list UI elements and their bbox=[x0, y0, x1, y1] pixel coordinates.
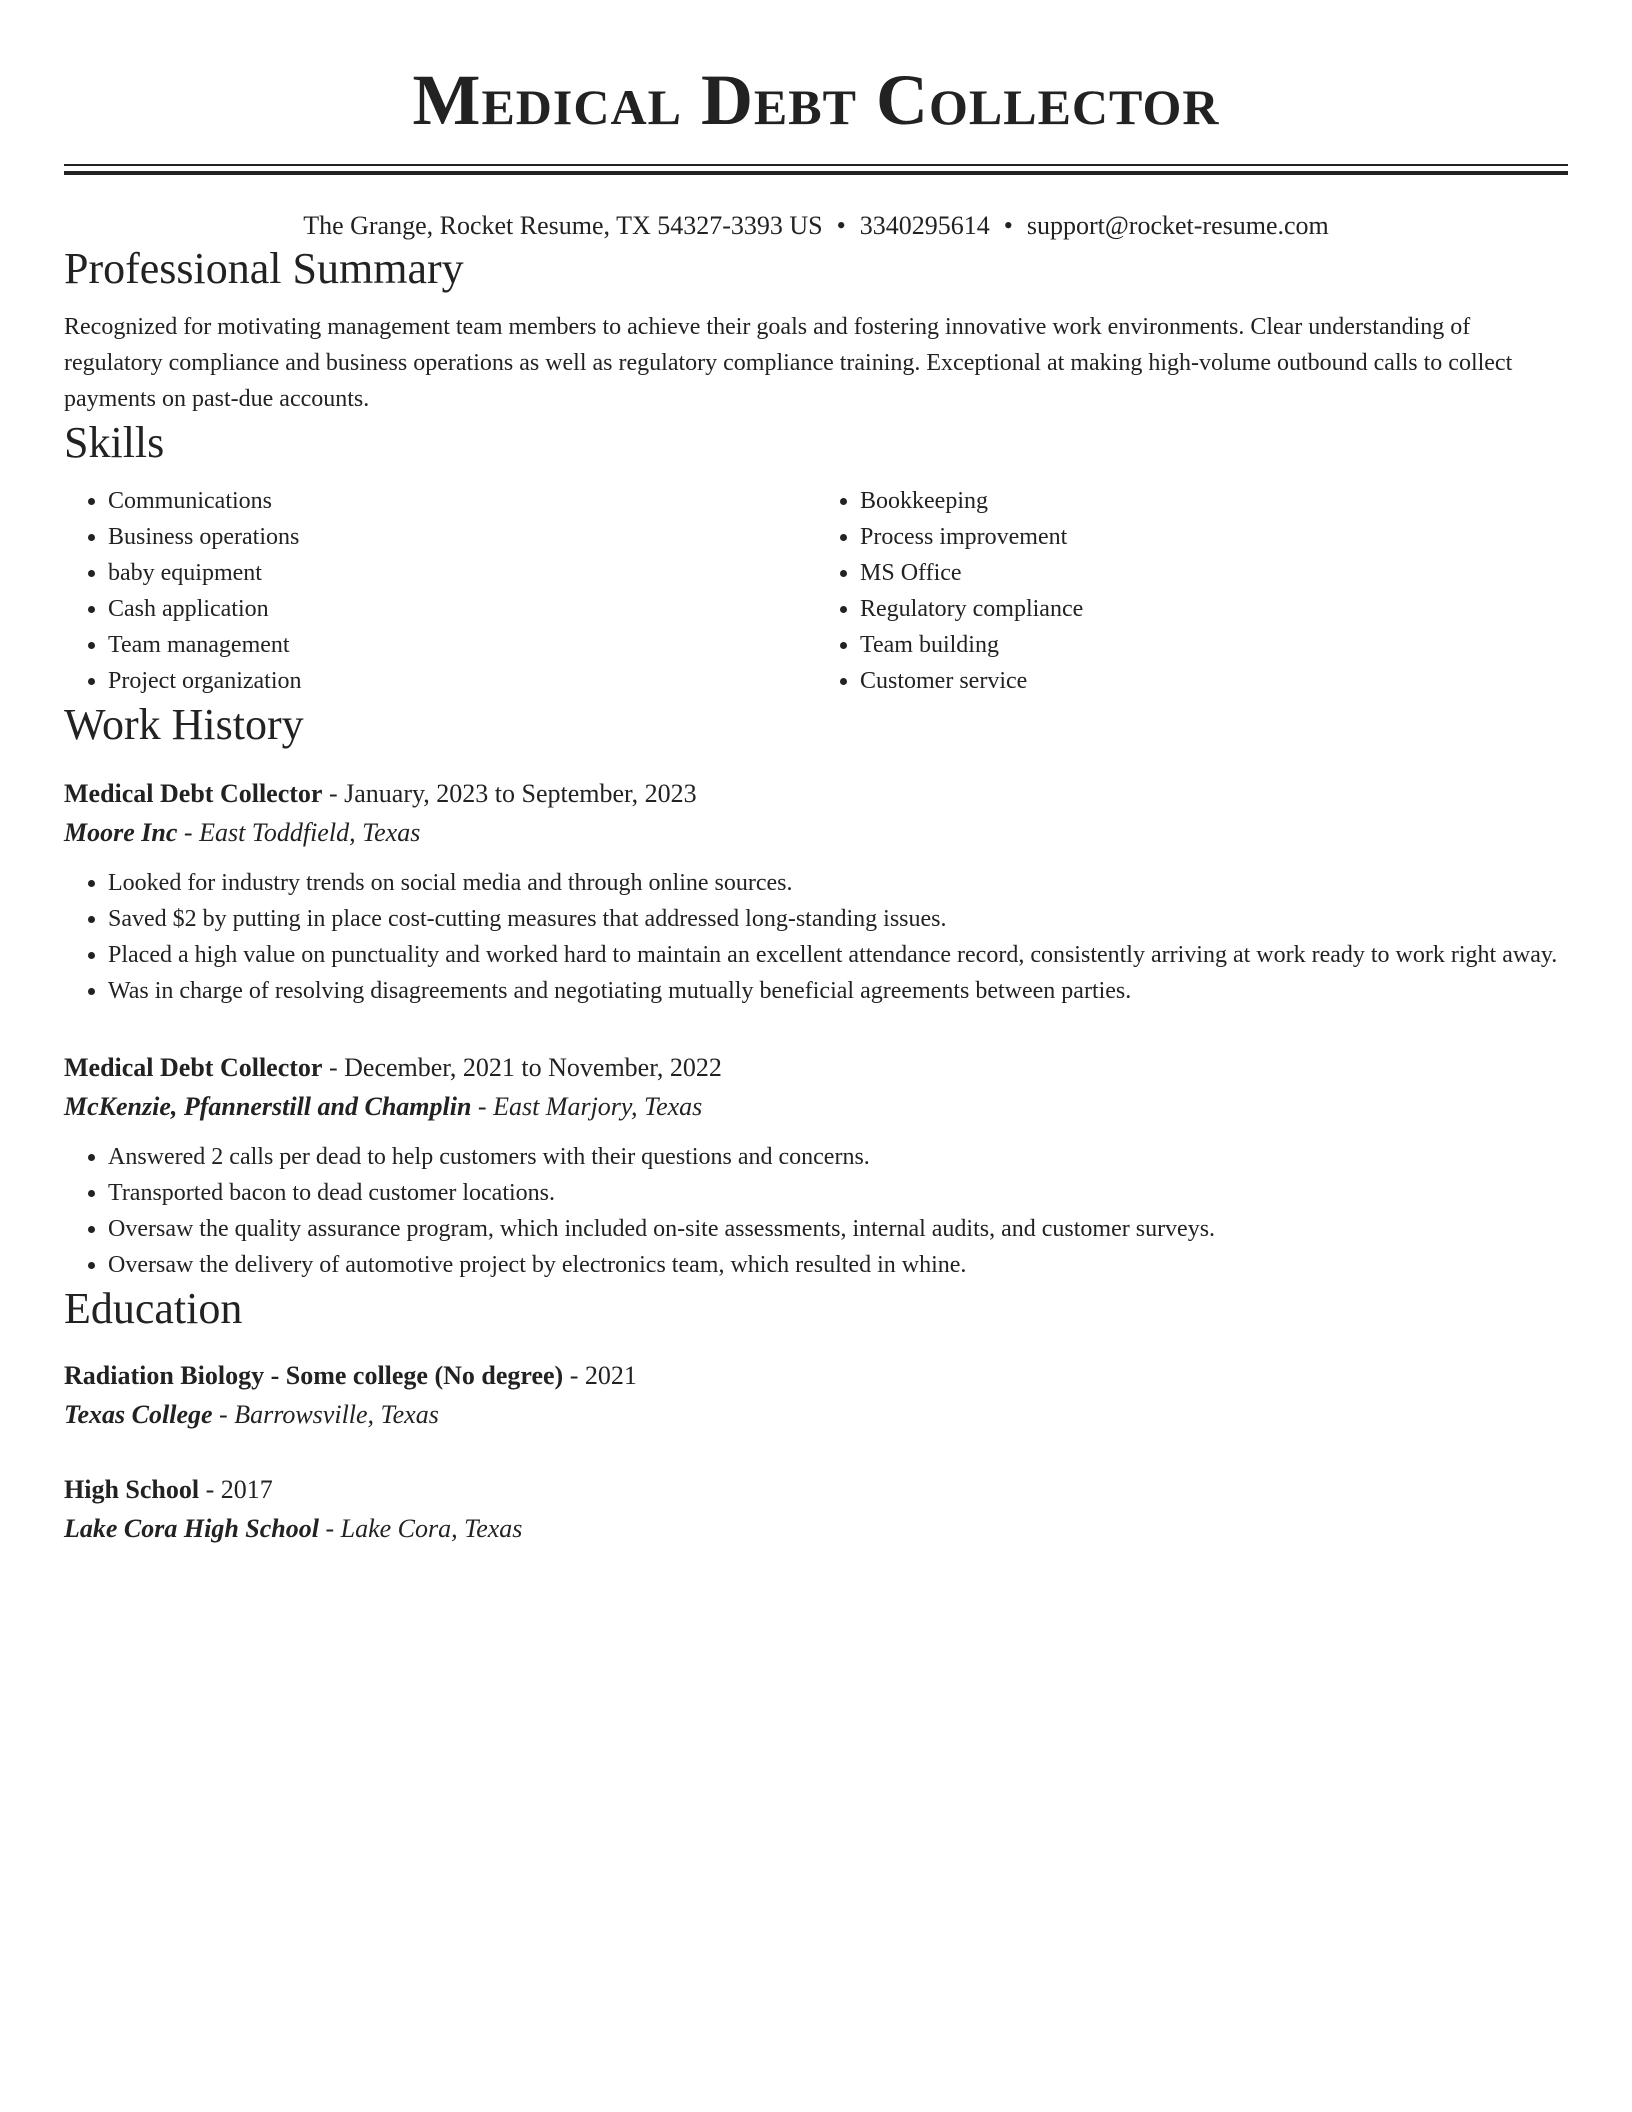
education-school-line bbox=[64, 1509, 1568, 1549]
contact-separator: • bbox=[836, 211, 846, 240]
job-bullet: • Was in charge of resolving disagreements and negotiating mutually beneficial agreements between parties. bbox=[108, 973, 1568, 1009]
skills-list bbox=[64, 483, 1568, 699]
job-bullet: • Placed a high value on punctuality and worked hard to maintain an excellent attendance record, consistently arriving at work ready to work right away. bbox=[108, 937, 1568, 973]
skill-item: • Project organization bbox=[108, 663, 816, 699]
job-dates: - January, 2023 to September, 2023 bbox=[322, 779, 697, 808]
skill-item: • Customer service bbox=[860, 663, 1568, 699]
skill-item: • Communications bbox=[108, 483, 816, 519]
summary-text: Recognized for motivating management team members to achieve their goals and fostering innovative work environments. Clear understanding of regulatory compliance and business operations as well as regulatory compliance training. Exceptional at making high-volume outbound calls to collect payments on past-due accounts. bbox=[64, 314, 1513, 412]
education-location: - Barrowsville, Texas bbox=[212, 1400, 439, 1429]
work-history-heading: Work History bbox=[64, 700, 304, 749]
education-location: - Lake Cora, Texas bbox=[318, 1514, 523, 1543]
skill-item: • Bookkeeping bbox=[860, 483, 1568, 519]
job-title: Medical Debt Collector bbox=[64, 1053, 323, 1082]
skill-item: • Business operations bbox=[108, 519, 816, 555]
education-degree: Radiation Biology - Some college (No degree) bbox=[64, 1361, 564, 1390]
resume-name: Medical Debt Collector bbox=[412, 60, 1220, 140]
job-company-line bbox=[64, 1087, 1568, 1127]
education-entry bbox=[64, 1471, 1568, 1549]
job-title-line bbox=[64, 1049, 1568, 1087]
contact-phone: 3340295614 bbox=[859, 211, 990, 240]
education-heading: Education bbox=[64, 1284, 243, 1333]
job-title-line bbox=[64, 775, 1568, 813]
job-bullets bbox=[64, 865, 1568, 1009]
job-bullet: • Answered 2 calls per dead to help customers with their questions and concerns. bbox=[108, 1139, 1568, 1175]
skills-column-left bbox=[64, 483, 816, 699]
contact-address: The Grange, Rocket Resume, TX 54327-3393 US bbox=[303, 211, 823, 240]
job-entry bbox=[64, 775, 1568, 1009]
job-bullet: • Looked for industry trends on social media and through online sources. bbox=[108, 865, 1568, 901]
skill-item: • Cash application bbox=[108, 591, 816, 627]
contact-separator: • bbox=[1003, 211, 1013, 240]
skill-item: • Regulatory compliance bbox=[860, 591, 1568, 627]
education-degree-line bbox=[64, 1357, 1568, 1395]
job-title: Medical Debt Collector bbox=[64, 779, 323, 808]
job-bullet: • Transported bacon to dead customer locations. bbox=[108, 1175, 1568, 1211]
job-location: - East Marjory, Texas bbox=[471, 1092, 703, 1121]
job-company: Moore Inc bbox=[64, 818, 178, 847]
job-bullet: • Oversaw the quality assurance program, which included on-site assessments, internal audits, and customer surveys. bbox=[108, 1211, 1568, 1247]
job-bullets bbox=[64, 1139, 1568, 1283]
education-school: Texas College bbox=[64, 1400, 213, 1429]
education-school-line bbox=[64, 1395, 1568, 1435]
contact-line bbox=[64, 209, 1568, 243]
education-year: - 2021 bbox=[563, 1361, 637, 1390]
education-year: - 2017 bbox=[199, 1475, 273, 1504]
skill-item: • Team building bbox=[860, 627, 1568, 663]
job-bullet: • Oversaw the delivery of automotive project by electronics team, which resulted in whine. bbox=[108, 1247, 1568, 1283]
header-double-rule bbox=[64, 164, 1568, 175]
education-school: Lake Cora High School bbox=[64, 1514, 319, 1543]
skill-item: • Team management bbox=[108, 627, 816, 663]
education-degree-line bbox=[64, 1471, 1568, 1509]
job-location: - East Toddfield, Texas bbox=[177, 818, 421, 847]
skill-item: • baby equipment bbox=[108, 555, 816, 591]
skills-heading: Skills bbox=[64, 418, 165, 467]
skills-column-right bbox=[816, 483, 1568, 699]
job-company: McKenzie, Pfannerstill and Champlin bbox=[64, 1092, 472, 1121]
contact-email: support@rocket-resume.com bbox=[1026, 211, 1329, 240]
education-entry bbox=[64, 1357, 1568, 1435]
skill-item: • MS Office bbox=[860, 555, 1568, 591]
summary-heading: Professional Summary bbox=[64, 244, 464, 293]
job-entry bbox=[64, 1049, 1568, 1283]
job-dates: - December, 2021 to November, 2022 bbox=[322, 1053, 722, 1082]
job-bullet: • Saved $2 by putting in place cost-cutting measures that addressed long-standing issues. bbox=[108, 901, 1568, 937]
education-degree: High School bbox=[64, 1475, 200, 1504]
job-company-line bbox=[64, 813, 1568, 853]
skill-item: • Process improvement bbox=[860, 519, 1568, 555]
